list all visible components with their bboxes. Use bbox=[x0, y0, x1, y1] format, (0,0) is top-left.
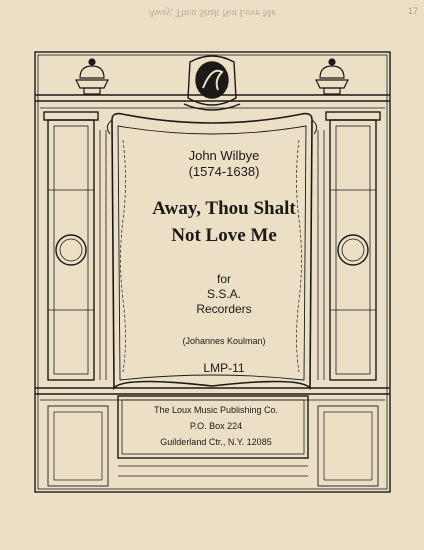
instrumentation: Recorders bbox=[196, 302, 252, 316]
composer-dates: (1574-1638) bbox=[188, 164, 260, 179]
title-line-2: Not Love Me bbox=[171, 225, 277, 246]
arranger: (Johannes Koulman) bbox=[182, 336, 266, 346]
corner-mark: 17 bbox=[407, 6, 418, 16]
for-label: for bbox=[216, 272, 231, 286]
composer-name: John Wilbye bbox=[188, 148, 260, 163]
title-line-1: Away, Thou Shalt bbox=[152, 198, 296, 219]
publisher-address-2: Guilderland Ctr., N.Y. 12085 bbox=[160, 437, 272, 447]
show-through-heading: Away, Thou Shalt Not Love Me bbox=[148, 7, 276, 18]
monogram-cartouche-icon bbox=[184, 56, 240, 110]
voicing: S.S.A. bbox=[206, 287, 241, 301]
right-urn-icon bbox=[316, 59, 348, 94]
left-urn-icon bbox=[76, 59, 108, 94]
publisher-address-1: P.O. Box 224 bbox=[189, 421, 243, 431]
publisher-name: The Loux Music Publishing Co. bbox=[153, 405, 279, 415]
catalog-number: LMP-11 bbox=[203, 361, 245, 375]
